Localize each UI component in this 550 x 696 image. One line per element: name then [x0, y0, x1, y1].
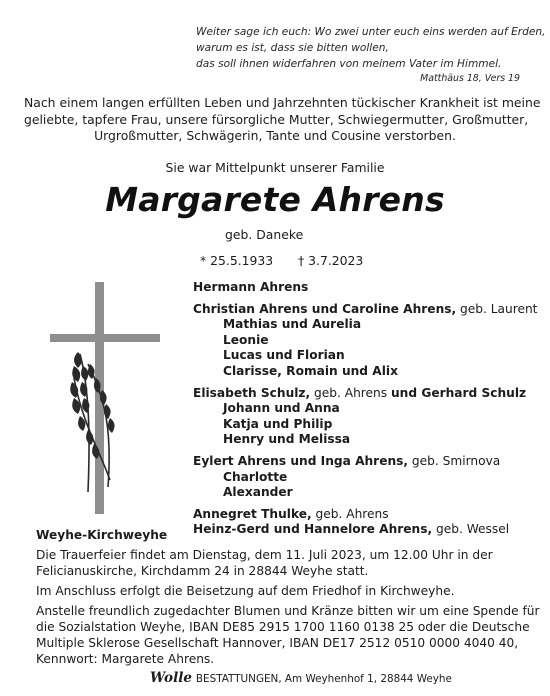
quote-line: warum es ist, dass sie bitten wollen, [196, 42, 389, 54]
grandchild-name: Henry und Melissa [223, 432, 351, 447]
mourner-born-name: geb. Smirnova [408, 453, 501, 468]
mourner-name: Eylert Ahrens und Inga Ahrens, [193, 453, 409, 468]
quote-line: Weiter sage ich euch: Wo zwei unter euch eins werden auf Erden, [196, 26, 546, 38]
info-paragraph [36, 583, 530, 599]
info-paragraph [36, 603, 540, 667]
intro-line: Urgroßmutter, Schwägerin, Tante und Cousine verstorben. [94, 128, 456, 144]
grandchild-name: Mathias und Aurelia [223, 317, 362, 332]
grandchild-name: Katja und Philip [223, 416, 333, 431]
info-line: Felicianuskirche, Kirchdamm 24 in 28844 Weyhe statt. [36, 564, 369, 578]
mourner-name: Annegret Thulke, [193, 506, 312, 521]
death-date: † 3.7.2023 [298, 253, 364, 268]
mourner-born-name: geb. Ahrens [311, 506, 389, 521]
mourner-group [193, 454, 533, 501]
mourner-name: Hermann Ahrens [193, 280, 309, 294]
funeral-info [36, 547, 540, 671]
intro-line: geliebte, tapfere Frau, unsere fürsorgliche Mutter, Schwiegermutter, Großmutter, [24, 111, 529, 127]
cross-horizontal [50, 334, 160, 342]
wheat-grains [70, 352, 114, 459]
deceased-name: Margarete Ahrens [105, 180, 445, 219]
mourner-group [193, 301, 538, 380]
info-line: Anstelle freundlich zugedachter Blumen und Kränze bitten wir um eine Spende für [36, 604, 540, 618]
grandchild-name: Charlotte [223, 469, 288, 484]
grandchild-name: Lucas und Florian [223, 348, 345, 363]
info-line: Die Trauerfeier findet am Dienstag, dem 11. Juli 2023, um 12.00 Uhr in der [36, 548, 493, 562]
info-paragraph [36, 547, 530, 579]
birth-name: geb. Daneke [225, 227, 304, 242]
mourner-group [193, 507, 533, 538]
family-center-line: Sie war Mittelpunkt unserer Familie [165, 160, 385, 175]
quote-source: Matthäus 18, Vers 19 [420, 73, 520, 84]
bible-quote [196, 24, 546, 85]
place-name: Weyhe-Kirchweyhe [36, 528, 168, 542]
mourner-born-name: geb. Ahrens [310, 385, 391, 400]
mourners-list [193, 280, 538, 544]
info-line: Kennwort: Margarete Ahrens. [36, 652, 215, 666]
mourner-name: Christian Ahrens und Caroline Ahrens, [193, 301, 457, 316]
mourner-name: Elisabeth Schulz, [193, 385, 311, 400]
info-line: Multiple Sklerose Gesellschaft Hannover, IBAN DE17 2512 0510 0000 4040 40, [36, 636, 519, 650]
mourner-group [193, 386, 533, 448]
mourner-group [193, 280, 533, 296]
funeral-home-address: BESTATTUNGEN, Am Weyhenhof 1, 28844 Weyhe [195, 673, 452, 685]
grandchild-name: Leonie [223, 332, 269, 347]
intro-text [24, 95, 541, 145]
mourner-born-name: geb. Wessel [432, 522, 510, 537]
info-line: die Sozialstation Weyhe, IBAN DE85 2915 1700 1160 0138 25 oder die Deutsche [36, 620, 530, 634]
mourner-name: und Gerhard Schulz [391, 385, 527, 400]
funeral-home-logo: Wolle [150, 670, 192, 686]
intro-line: Nach einem langen erfüllten Leben und Jahrzehnten tückischer Krankheit ist meine [24, 95, 541, 110]
funeral-home-footer [150, 670, 452, 686]
cross-with-wheat-icon [50, 282, 160, 522]
grandchild-name: Johann und Anna [223, 401, 340, 416]
grandchild-name: Clarisse, Romain und Alix [223, 363, 398, 378]
quote-line: das soll ihnen widerfahren von meinem Vater im Himmel. [196, 58, 502, 70]
mourner-name: Heinz-Gerd und Hannelore Ahrens, [193, 522, 433, 537]
info-line: Im Anschluss erfolgt die Beisetzung auf dem Friedhof in Kirchweyhe. [36, 584, 455, 598]
birth-date: * 25.5.1933 [200, 253, 274, 268]
grandchild-name: Alexander [223, 485, 293, 500]
mourner-born-name: geb. Laurent [456, 301, 538, 316]
